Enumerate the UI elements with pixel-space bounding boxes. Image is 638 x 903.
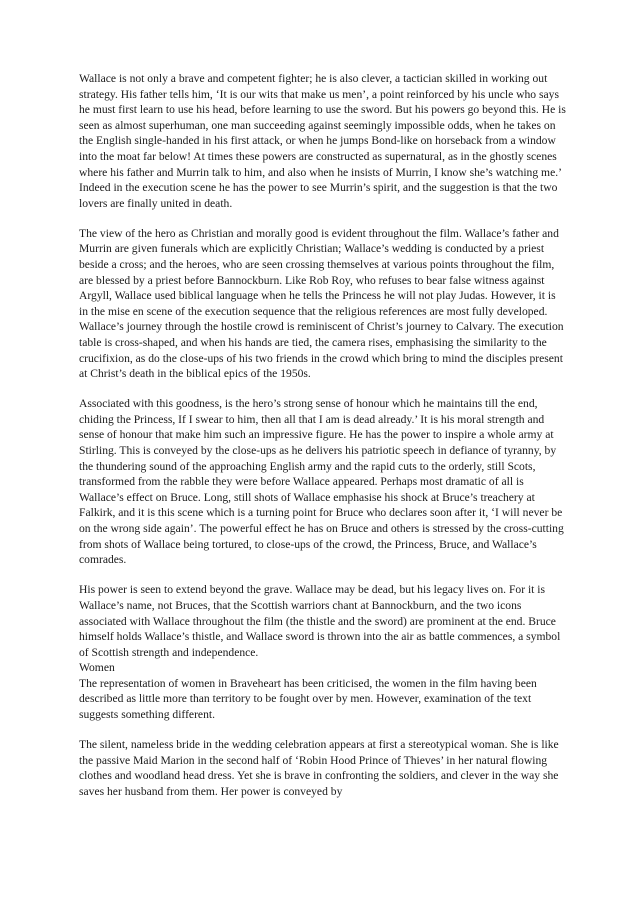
- section-heading-women: Women: [79, 661, 115, 675]
- paragraph-legacy: His power is seen to extend beyond the grave. Wallace may be dead, but his legacy lives on. For it is Wallace’s name, not Bruces, that the Scottish warriors chant at Bannockburn, and the two icons associated with Wallace throughout the film (the thistle and the sword) are prominent at the end. Bruce himself holds Wallace’s thistle, and Wallace sword is thrown into the air as battle commences, a symbol of Scottish strength and independence.: [79, 583, 561, 659]
- document-body: [79, 71, 567, 800]
- paragraph-wallace-clever: Wallace is not only a brave and competent fighter; he is also clever, a tactician skilled in working out strategy. His father tells him, ‘It is our wits that make us men’, a point reinforced by his uncle who says he must first learn to use his head, before learning to use the sword. But his powers go beyond this. He is seen as almost superhuman, one man succeeding against seemingly impossible odds, when he takes on the English single-handed in his first attack, or when he jumps Bond-like on horseback from a window into the moat far below! At times these powers are constructed as supernatural, as in the ghostly scenes where his father and Murrin talk to him, and also when he insists of Murrin, I know she’s watching me.’ Indeed in the execution scene he has the power to see Murrin’s spirit, and the suggestion is that the two lovers are finally united in death.: [79, 72, 566, 210]
- paragraph-christian-hero: The view of the hero as Christian and morally good is evident throughout the film. Wallace’s father and Murrin are given funerals which are explicitly Christian; Wallace’s wedding is conducted by a priest beside a cross; and the heroes, who are seen crossing themselves at various points throughout the film, are blessed by a priest before Bannockburn. Like Rob Roy, who refuses to bear false witness against Argyll, Wallace used biblical language when he tells the Princess he will not play Judas. However, it is in the mise en scene of the execution sequence that the religious references are most fully developed. Wallace’s journey through the hostile crowd is reminiscent of Christ’s journey to Calvary. The execution table is cross-shaped, and when his hands are tied, the camera rises, emphasising the similarity to the crucifixion, as do the close-ups of his two friends in the crowd which bring to mind the disciples present at Christ’s death in the biblical epics of the 1950s.: [79, 226, 564, 381]
- paragraph-honour: Associated with this goodness, is the hero’s strong sense of honour which he maintains till the end, chiding the Princess, If I swear to him, then all that I am is dead already.’ It is his moral strength and sense of honour that make him such an impressive figure. He has the power to inspire a whole army at Stirling. This is conveyed by the close-ups as he delivers his patriotic speech in defiance of tyranny, by the thundering sound of the approaching English army and the rapid cuts to the orderly, still Scots, transformed from the rabble they were before Wallace appeared. Perhaps most dramatic of all is Wallace’s effect on Bruce. Long, still shots of Wallace emphasise his shock at Bruce’s treachery at Falkirk, and it is this scene which is a turning point for Bruce who declares soon after it, ‘I will never be on the wrong side again’. The powerful effect he has on Bruce and others is stressed by the cross-cutting from shots of Wallace being tortured, to close-ups of the crowd, the Princess, Bruce, and Wallace’s comrades.: [79, 397, 564, 567]
- paragraph-silent-bride: The silent, nameless bride in the wedding celebration appears at first a stereotypical woman. She is like the passive Maid Marion in the second half of ‘Robin Hood Prince of Thieves’ in her natural flowing clothes and woodland head dress. Yet she is brave in confronting the soldiers, and clever in the way she saves her husband from them. Her power is conveyed by: [79, 738, 559, 798]
- paragraph-women-representation: The representation of women in Braveheart has been criticised, the women in the film having been described as little more than territory to be fought over by men. However, examination of the text suggests something different.: [79, 676, 537, 722]
